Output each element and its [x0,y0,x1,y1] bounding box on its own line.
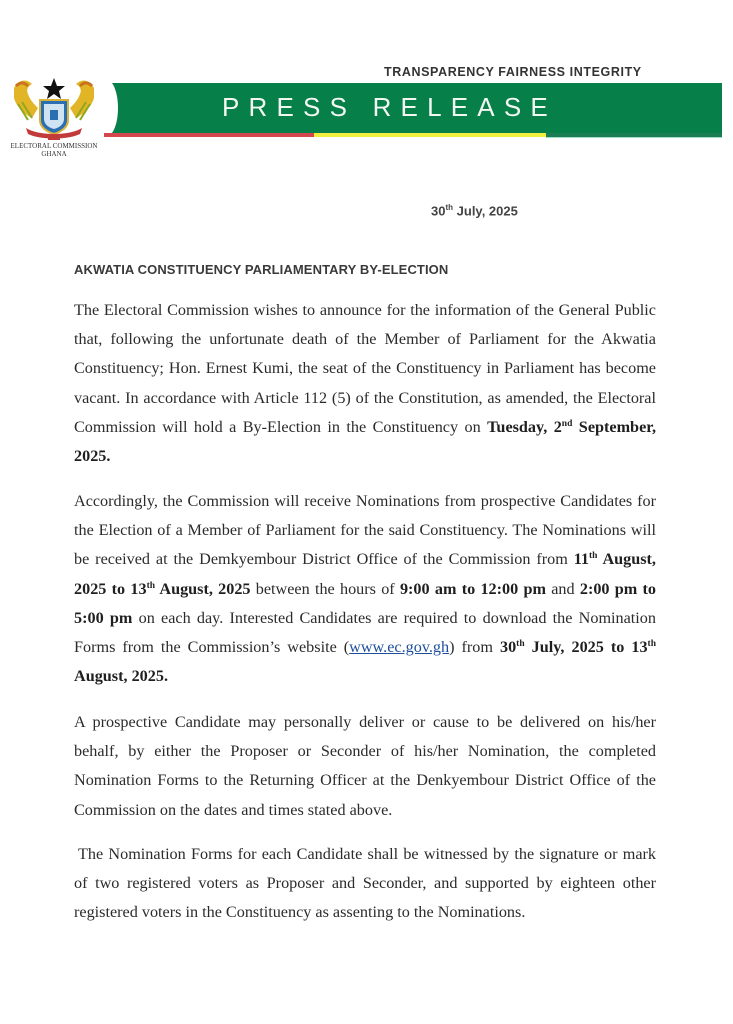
tagline: TRANSPARENCY FAIRNESS INTEGRITY [384,65,642,79]
banner-notch-decoration [96,80,118,136]
document-heading: AKWATIA CONSTITUENCY PARLIAMENTARY BY-ELECTION [74,262,449,277]
electoral-commission-logo [2,74,106,158]
website-link[interactable]: www.ec.gov.gh [349,638,450,657]
p2-text-b: between the hours of [250,579,400,598]
nom-end-suffix: th [146,580,156,591]
election-date-rest: September, 2025. [74,417,656,466]
ghana-coat-of-arms-icon [8,74,100,142]
banner-stripe-underline [546,137,722,138]
nom-end-rest: August, 2025 [155,579,251,598]
dl-start-day: 30 [499,638,517,657]
banner-stripe-yellow [314,133,546,137]
dl-start-rest: July, 2025 to 13 [524,638,648,657]
p2-text-a: Accordingly, the Commission will receive Nominations from prospective Candidates for the Election of a Member of Parliament for the said Constituency. The Nominations will be received at the Demkyembour District Office of the Commission from [74,492,656,569]
p2-text-e: ) from [449,638,500,657]
p4-text: The Nomination Forms for each Candidate shall be witnessed by the signature or mark of two registered voters as Proposer and Seconder, and supported by eighteen other registered voters in the Constituency as assenting to the Nominations. [74,845,656,922]
hours-afternoon: 2:00 pm to 5:00 pm [74,579,656,627]
logo-caption-line1: ELECTORAL COMMISSION [10,142,98,150]
dl-end-rest: August, 2025. [74,667,168,686]
nom-start-suffix: th [589,551,598,562]
banner-title: PRESS RELEASE [222,92,557,122]
hours-morning: 9:00 am to 12:00 pm [399,579,546,598]
banner-stripe-red [104,133,314,137]
dl-start-suffix: th [516,639,525,650]
nom-start-rest: August, 2025 to 13 [74,550,656,598]
date-day: 30 [431,203,446,219]
p2-text-d: on each day. Interested Candidates are required to download the Nomination Forms from the Commission’s website ( [74,608,656,657]
nom-start-day: 11 [573,550,589,569]
release-date [431,203,518,218]
election-date-prefix: Tuesday, 2 [487,417,562,436]
p1-text: The Electoral Commission wishes to announce for the information of the General Public that, following the unfortunate death of the Member of Parliament for the Akwatia Constituency; Hon. Ernest Kumi, the seat of the Constituency in Parliament has become vacant. In accordance with Article 112 (5) of the Constitution, as amended, the Electoral Commission will hold a By-Election in the Constituency on [74,301,656,436]
dl-end-suffix: th [647,639,656,650]
logo-caption-line2: GHANA [41,150,67,158]
paragraph-nominations [74,487,656,691]
paragraph-delivery: A prospective Candidate may personally deliver or cause to be delivered on his/her behalf, by either the Proposer or Seconder of his/her Nomination, the completed Nomination Forms to the Returning Officer at the Denkyembour District Office of the Commission on the dates and times stated above. [74,713,656,819]
election-date-suffix: nd [561,418,573,429]
date-day-suffix: th [445,203,454,212]
p2-text-c: and [545,579,580,598]
date-rest: July, 2025 [453,203,518,219]
paragraph-witness [74,840,656,928]
paragraph-announcement [74,296,656,471]
